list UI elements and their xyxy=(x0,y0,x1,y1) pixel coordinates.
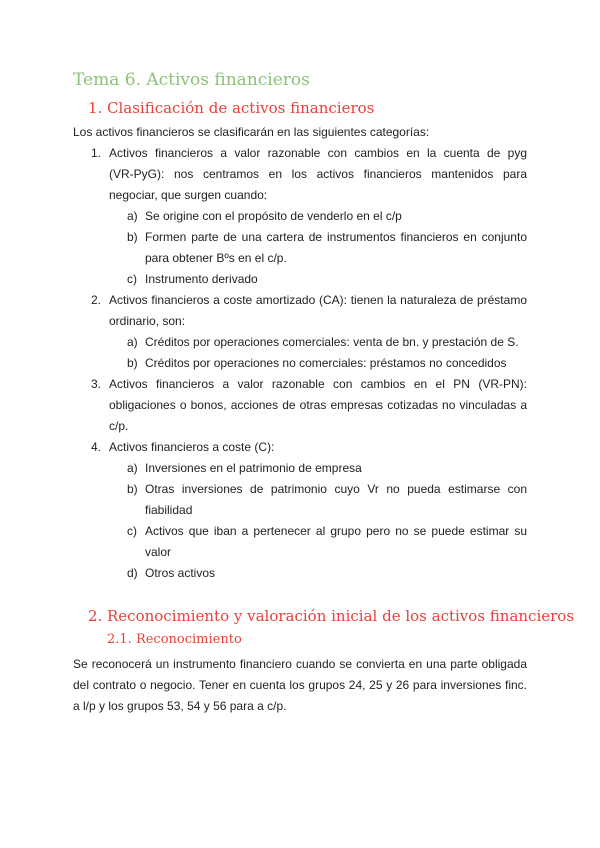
sublist-marker: a) xyxy=(127,209,138,223)
paragraph-line: del contrato o negocio. Tener en cuenta los grupos 24, 25 y 26 para inversiones finc. xyxy=(73,678,527,692)
list-marker: 2. xyxy=(91,293,102,307)
sublist-item-line: Instrumento derivado xyxy=(145,272,258,286)
list-item-line: (VR-PyG): nos centramos en los activos financieros mantenidos para xyxy=(109,167,527,181)
list-marker: 3. xyxy=(91,377,102,391)
section-2-title: Reconocimiento y valoración inicial de los activos financieros xyxy=(107,607,575,625)
sublist-item-line: Se origine con el propósito de venderlo en el c/p xyxy=(145,209,402,223)
list-item-line: Activos financieros a valor razonable con cambios en la cuenta de pyg xyxy=(109,146,527,160)
list-item-line: Activos financieros a coste (C): xyxy=(109,440,275,454)
list-item-line: Activos financieros a valor razonable con cambios en el PN (VR-PN): xyxy=(109,377,527,391)
sublist-item-line: Activos que iban a pertenecer al grupo pero no se puede estimar su xyxy=(145,524,527,538)
sublist-item-line: para obtener Bºs en el c/p. xyxy=(145,251,287,265)
sublist-item-line: valor xyxy=(145,545,172,559)
list-item-line: ordinario, son: xyxy=(109,314,186,328)
sublist-item-line: Otros activos xyxy=(145,566,216,580)
section-1-number: 1. xyxy=(88,99,103,117)
section-2-heading xyxy=(88,607,574,625)
list-item-line: negociar, que surgen cuando: xyxy=(109,188,268,202)
sublist-item-line: Inversiones en el patrimonio de empresa xyxy=(145,461,362,475)
list-item-line: c/p. xyxy=(109,419,129,433)
section-1-intro: Los activos financieros se clasificarán en las siguientes categorías: xyxy=(73,125,430,139)
subsection-2-1-heading: 2.1. Reconocimiento xyxy=(107,632,242,647)
sublist-marker: b) xyxy=(127,230,138,244)
sublist-marker: a) xyxy=(127,335,138,349)
sublist-marker: a) xyxy=(127,461,138,475)
sublist-marker: d) xyxy=(127,566,138,580)
sublist-item-line: Otras inversiones de patrimonio cuyo Vr no pueda estimarse con xyxy=(145,482,527,496)
section-1-heading xyxy=(88,99,374,117)
sublist-item-line: Formen parte de una cartera de instrumentos financieros en conjunto xyxy=(145,230,527,244)
section-1-title: Clasificación de activos financieros xyxy=(107,99,375,117)
sublist-item-line: Créditos por operaciones comerciales: venta de bn. y prestación de S. xyxy=(145,335,519,349)
list-item-line: obligaciones o bonos, acciones de otras empresas cotizadas no vinculadas a xyxy=(109,398,527,412)
paragraph-line: a l/p y los grupos 53, 54 y 56 para a c/p. xyxy=(73,699,287,713)
section-2-number: 2. xyxy=(88,607,103,625)
list-marker: 1. xyxy=(91,146,102,160)
sublist-item-line: Créditos por operaciones no comerciales: préstamos no concedidos xyxy=(145,356,507,370)
sublist-marker: b) xyxy=(127,482,138,496)
sublist-marker: c) xyxy=(127,524,137,538)
sublist-marker: b) xyxy=(127,356,138,370)
document-title: Tema 6. Activos financieros xyxy=(73,70,310,90)
sublist-item-line: fiabilidad xyxy=(145,503,193,517)
list-marker: 4. xyxy=(91,440,102,454)
sublist-marker: c) xyxy=(127,272,137,286)
list-item-line: Activos financieros a coste amortizado (CA): tienen la naturaleza de préstamo xyxy=(109,293,527,307)
paragraph-line: Se reconocerá un instrumento financiero cuando se convierta en una parte obligada xyxy=(73,657,527,671)
